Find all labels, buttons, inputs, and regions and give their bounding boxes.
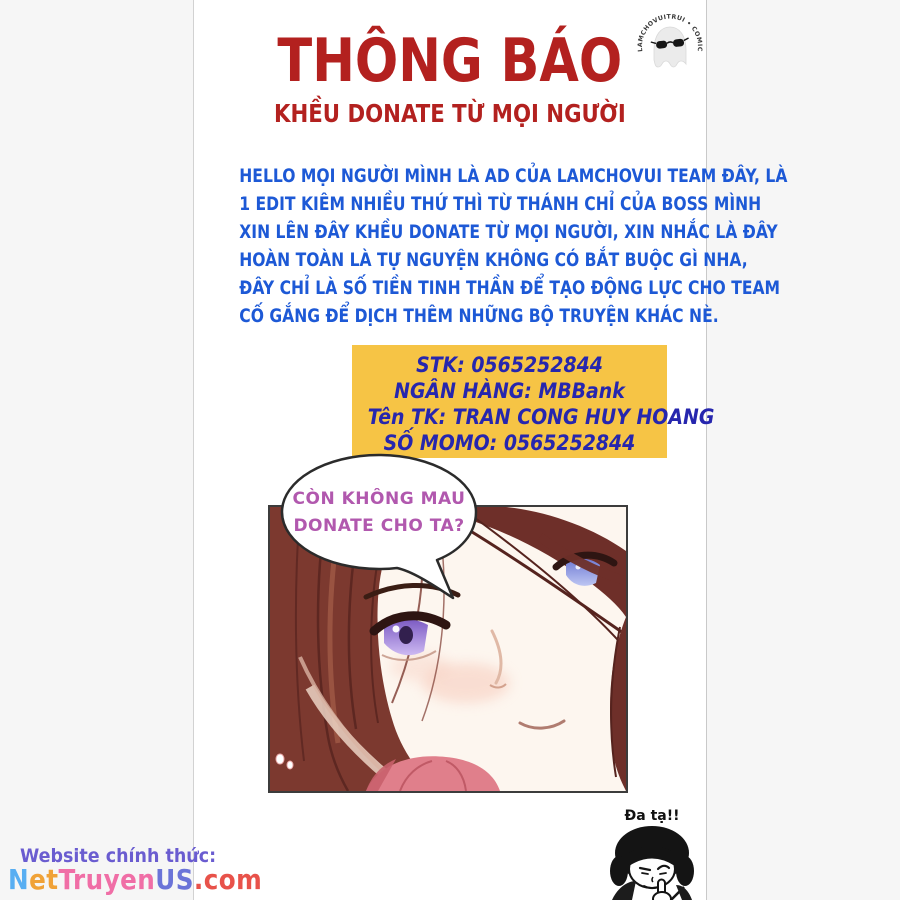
website-label: Website chính thức: <box>20 845 217 867</box>
speech-bubble-line1: CÒN KHÔNG MAU <box>292 489 466 509</box>
announcement-line: 1 EDIT KIÊM NHIỀU THỨ THÌ TỪ THÁNH CHỈ CỦA BOSS MÌNH <box>239 193 762 215</box>
logo-arc-text: LAMCHOVUITRUI • COMIC <box>636 13 704 53</box>
announcement-line: ĐÂY CHỈ LÀ SỐ TIỀN TINH THẦN ĐỂ TẠO ĐỘNG LỰC CHO TEAM <box>239 277 781 299</box>
page-title: THÔNG BÁO <box>277 26 623 96</box>
meme-face <box>610 826 694 900</box>
bank-account-holder: Tên TK: TRAN CONG HUY HOANG <box>367 405 715 429</box>
speech-bubble-line2: DONATE CHO TA? <box>293 516 465 536</box>
announcement-line: XIN LÊN ĐÂY KHỀU DONATE TỪ MỌI NGƯỜI, XIN NHẮC LÀ ĐÂY <box>239 221 778 243</box>
bank-account-number: STK: 0565252844 <box>416 353 603 377</box>
bank-info-box <box>352 345 715 458</box>
thanks-text: Đa tạ!! <box>624 808 680 824</box>
announcement-line: HOÀN TOÀN LÀ TỰ NGUYỆN KHÔNG CÓ BẮT BUỘC GÌ NHA, <box>239 249 748 271</box>
page-subtitle: KHỀU DONATE TỪ MỌI NGƯỜI <box>274 99 626 128</box>
speech-bubble <box>277 452 487 604</box>
website-name: NetTruyenUS.com <box>8 863 263 896</box>
announcement-line: CỐ GẮNG ĐỂ DỊCH THÊM NHỮNG BỘ TRUYỆN KHÁC NÈ. <box>239 305 719 327</box>
meme-thanks-icon <box>604 823 700 900</box>
bank-name: NGÂN HÀNG: MBBank <box>394 379 625 403</box>
announcement-line: HELLO MỌI NGƯỜI MÌNH LÀ AD CỦA LAMCHOVUI TEAM ĐÂY, LÀ <box>239 165 788 187</box>
announcement-paragraph <box>193 162 788 330</box>
momo-number: SỐ MOMO: 0565252844 <box>383 431 636 455</box>
